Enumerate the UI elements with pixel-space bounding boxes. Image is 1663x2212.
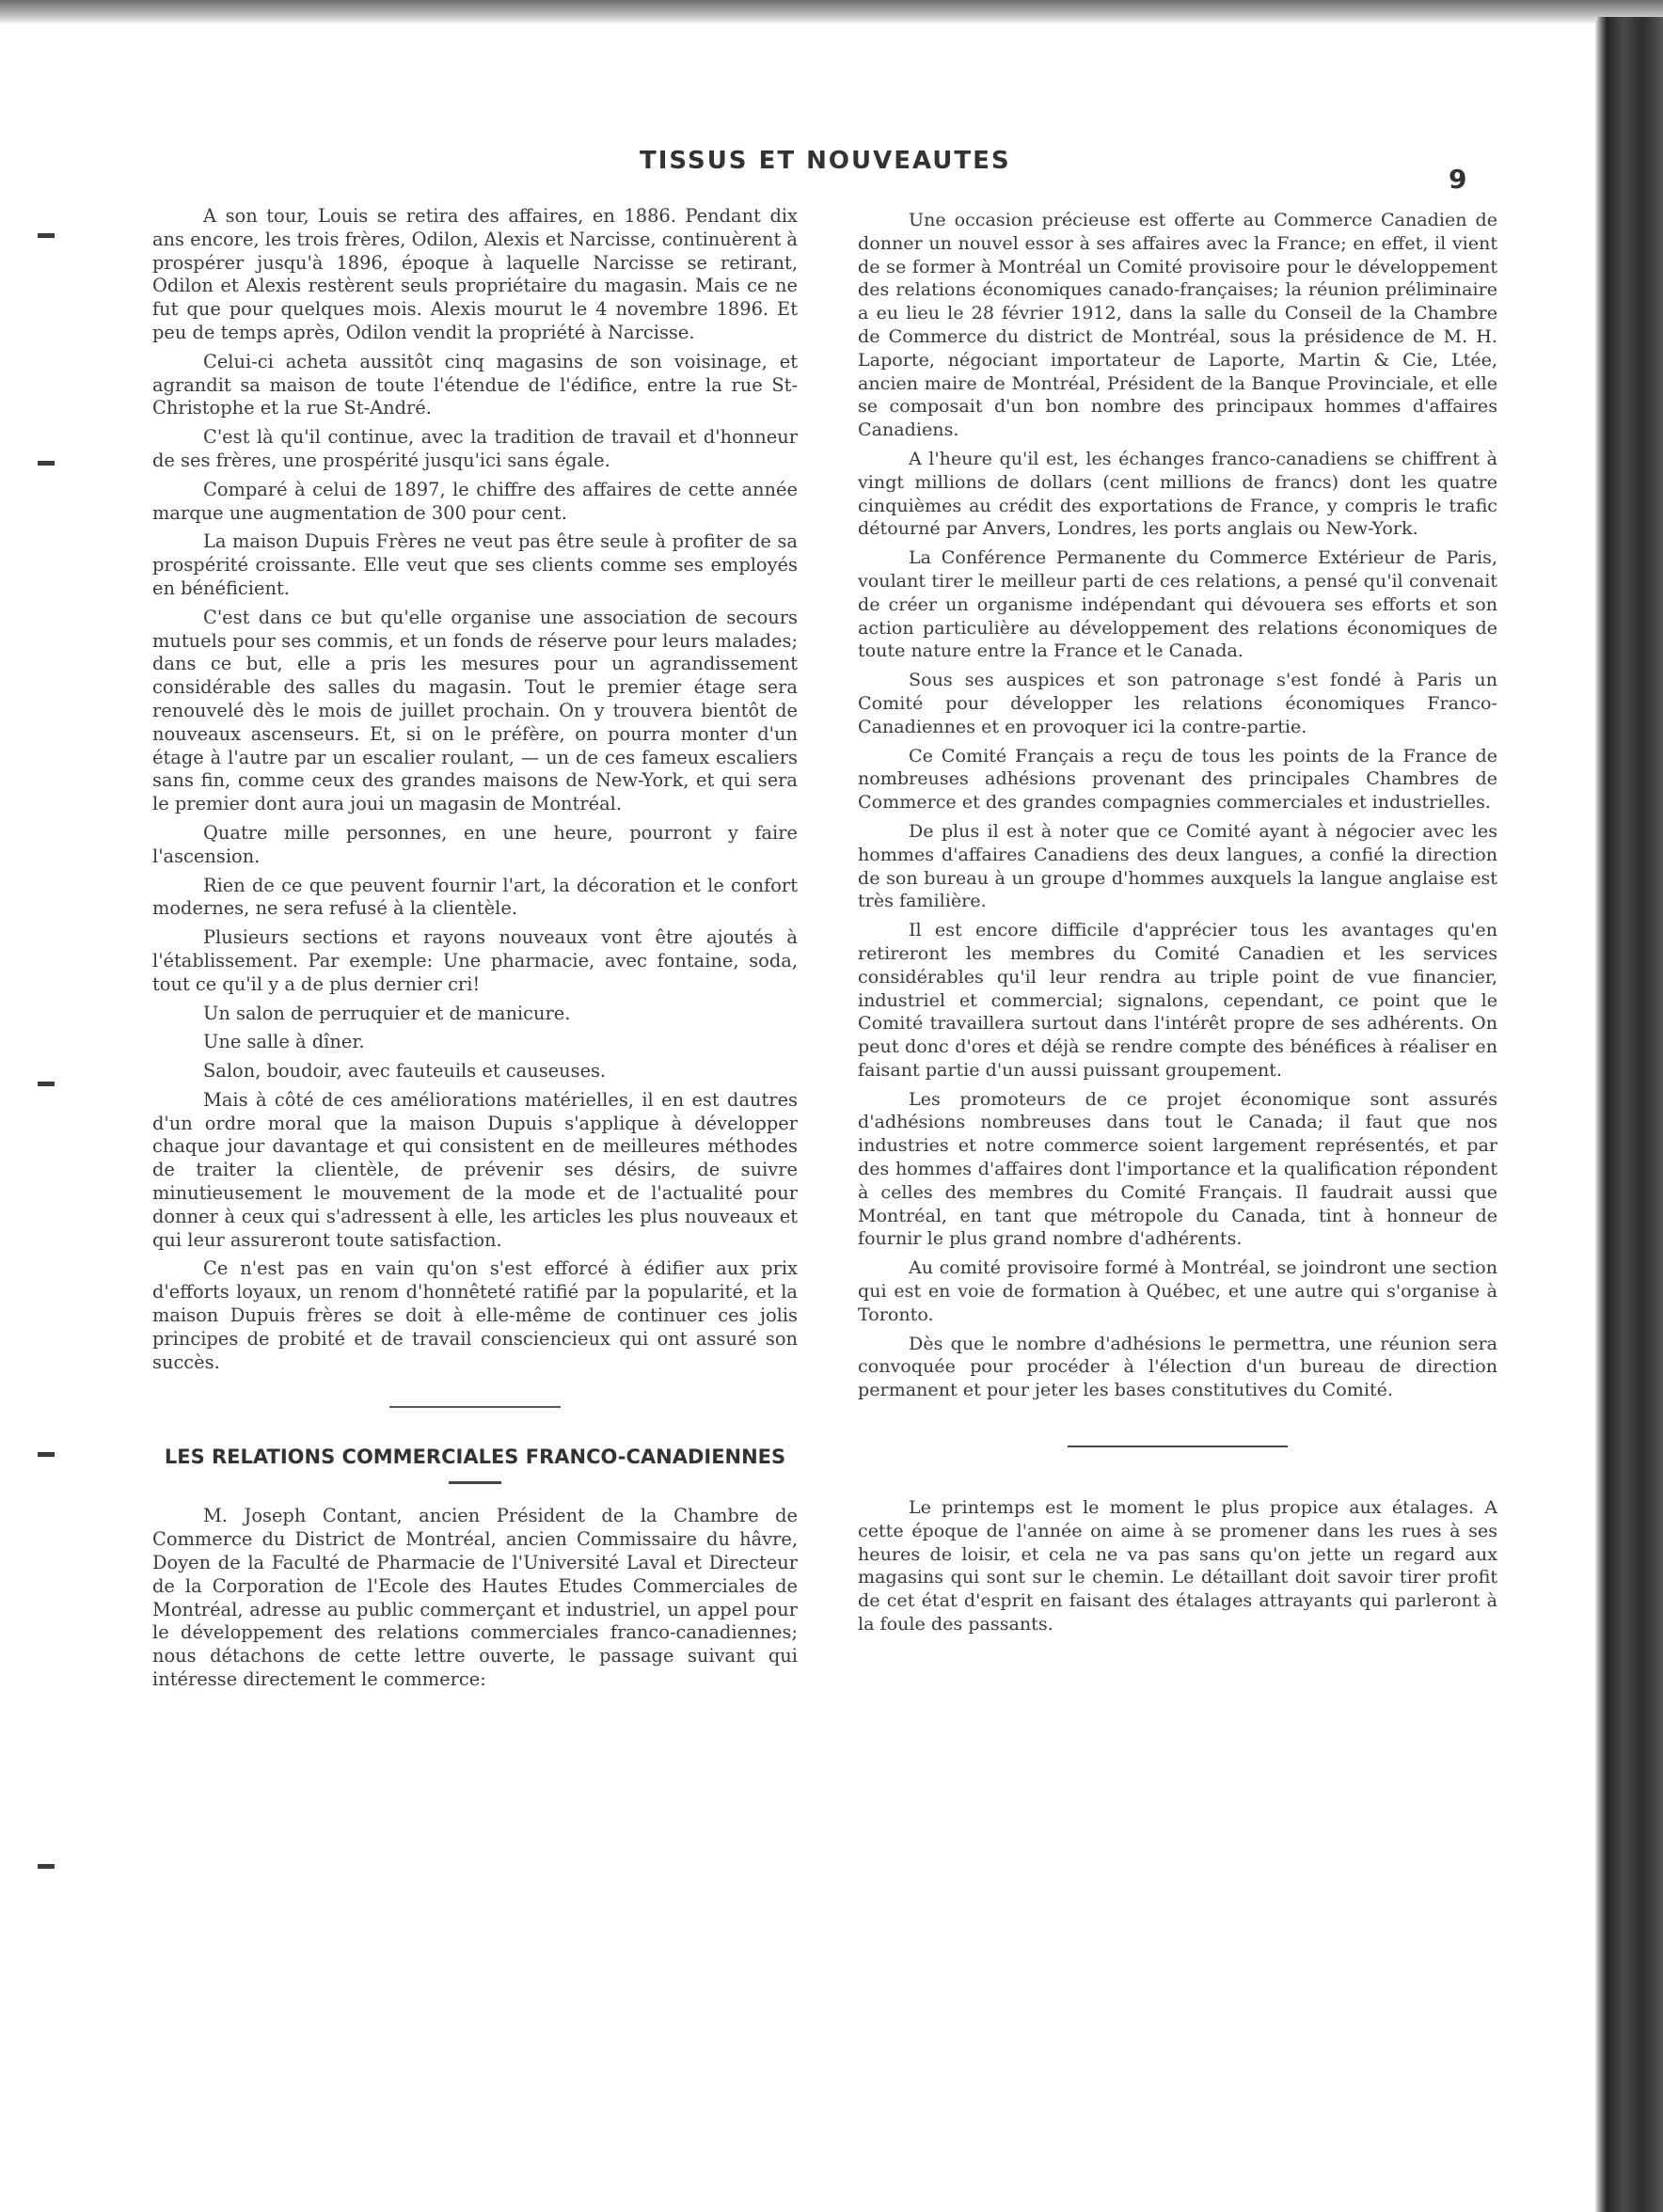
paragraph: A son tour, Louis se retira des affaires, en 1886. Pendant dix ans encore, les trois frères, Odilon, Alexis et Narcisse, continuèrent à prospérer jusqu'à 1896, époque à laquelle Narcisse se retirant, Odilon et Alexis restèrent seuls propriétaire du magasin. Mais ce ne fut que pour quelques mois. Alexis mourut le 4 novembre 1896. Et peu de temps après, Odilon vendit la propriété à Narcisse.: [152, 205, 798, 343]
paragraph: Au comité provisoire formé à Montréal, se joindront une section qui est en voie de formation à Québec, et une autre qui s'organise à Toronto.: [858, 1256, 1497, 1325]
paragraph: Ce Comité Français a reçu de tous les points de la France de nombreuses adhésions provenant des principales Chambres de Commerce et des grandes compagnies commerciales et industrielles.: [858, 744, 1497, 814]
margin-mark: [38, 1452, 55, 1457]
paragraph: Mais à côté de ces améliorations matérielles, il en est dautres d'un ordre moral que la maison Dupuis s'applique à développer chaque jour davantage et qui consistent en de meilleures méthodes de traiter la clientèle, de prévenir ses désirs, de suivre minutieusement le mouvement de la mode et de l'actualité pour donner à ceux qui s'adressent à elle, les articles les plus nouveaux et qui leur assureront toute satisfaction.: [152, 1088, 798, 1251]
section-title: LES RELATIONS COMMERCIALES FRANCO-CANADIENNES: [164, 1446, 786, 1469]
left-column: [152, 205, 798, 1698]
paragraph: C'est là qu'il continue, avec la tradition de travail et d'honneur de ses frères, une prospérité jusqu'ici sans égale.: [152, 426, 798, 471]
paragraph: Rien de ce que peuvent fournir l'art, la décoration et le confort modernes, ne sera refusé à la clientèle.: [152, 874, 798, 920]
paragraph: Un salon de perruquier et de manicure.: [203, 1002, 571, 1024]
scan-top-edge: [0, 0, 1663, 24]
right-column: [858, 209, 1497, 1642]
paragraph: Quatre mille personnes, en une heure, pourront y faire l'ascension.: [152, 821, 798, 867]
book-spine: [1595, 17, 1663, 2212]
page-number: 9: [1449, 164, 1467, 195]
margin-mark: [38, 1082, 55, 1086]
paragraph: Les promoteurs de ce projet économique sont assurés d'adhésions nombreuses dans tout le Canada; il faut que nos industries et notre commerce soient largement représentés, et par des hommes d'affaires dont l'importance et la qualification répondent à celles des membres du Comité Français. Il faudrait aussi que Montréal, en tant que métropole du Canada, tint à honneur de fournir le plus grand nombre d'adhérents.: [858, 1087, 1497, 1250]
paragraph: Une occasion précieuse est offerte au Commerce Canadien de donner un nouvel essor à ses affaires avec la France; en effet, il vient de se former à Montréal un Comité provisoire pour le développement des relations économiques canado-françaises; la réunion préliminaire a eu lieu le 28 février 1912, dans la salle du Conseil de la Chambre de Commerce du district de Montréal, sous la présidence de M. H. Laporte, négociant importateur de Laporte, Martin & Cie, Ltée, ancien maire de Montréal, Président de la Banque Provinciale, et elle se composait d'un bon nombre des principaux hommes d'affaires Canadiens.: [858, 209, 1497, 441]
section-divider: [1068, 1446, 1288, 1447]
paragraph: Il est encore difficile d'apprécier tous les avantages qu'en retireront les membres du Comité Canadien et les services considérables qu'il leur rendra au triple point de vue financier, industriel et commercial; signalons, cependant, ce point que le Comité travaillera surtout dans l'intérêt propre de ses adhérents. On peut donc d'ores et déjà se rendre compte des bénéfices à réaliser en faisant partie d'un aussi puissant groupement.: [858, 919, 1497, 1081]
section-divider: [389, 1406, 561, 1408]
paragraph: La maison Dupuis Frères ne veut pas être seule à profiter de sa prospérité croissante. Elle veut que ses clients comme ses employés en bénéficient.: [152, 530, 798, 599]
paragraph: C'est dans ce but qu'elle organise une association de secours mutuels pour ses commis, et un fonds de réserve pour leurs malades; dans ce but, elle a pris les mesures pour un agrandissement considérable des salles du magasin. Tout le premier étage sera renouvelé dès le mois de juillet prochain. On y trouvera bientôt de nouveaux ascenseurs. Et, si on le préfère, on pourra monter d'un étage à l'autre par un escalier roulant, — un de ces fameux escaliers sans fin, comme ceux des grandes maisons de New-York, et qui sera le premier dont aura joui un magasin de Montréal.: [152, 606, 798, 815]
paragraph: A l'heure qu'il est, les échanges franco-canadiens se chiffrent à vingt millions de dollars (cent millions de francs) dont les quatre cinquièmes au crédit des exportations de France, y compris le trafic détourné par Anvers, Londres, les ports anglais ou New-York.: [858, 447, 1497, 540]
paragraph: Une salle à dîner.: [203, 1031, 365, 1053]
margin-mark: [38, 461, 55, 466]
paragraph: M. Joseph Contant, ancien Président de la Chambre de Commerce du District de Montréal, ancien Commissaire du hâvre, Doyen de la Faculté de Pharmacie de l'Université Laval et Directeur de la Corporation de l'Ecole des Hautes Etudes Commerciales de Montréal, adresse au public commerçant et industriel, un appel pour le développement des relations commerciales franco-canadiennes; nous détachons de cette lettre ouverte, le passage suivant qui intéresse directement le commerce:: [152, 1505, 798, 1691]
paragraph: Comparé à celui de 1897, le chiffre des affaires de cette année marque une augmentation de 300 pour cent.: [152, 478, 798, 524]
margin-mark: [38, 1864, 55, 1869]
paragraph: Plusieurs sections et rayons nouveaux vont être ajoutés à l'établissement. Par exemple: Une pharmacie, avec fontaine, soda, tout ce qu'il y a de plus dernier cri!: [152, 926, 798, 995]
paragraph: La Conférence Permanente du Commerce Extérieur de Paris, voulant tirer le meilleur parti de ces relations, a pensé qu'il convenait de créer un organisme indépendant qui dévouera ses efforts et son action particulière au développement des relations économiques de toute nature entre la France et le Canada.: [858, 546, 1497, 662]
paragraph: Sous ses auspices et son patronage s'est fondé à Paris un Comité pour développer les relations économiques Franco-Canadiennes et en provoquer ici la contre-partie.: [858, 669, 1497, 737]
closing-paragraph: Le printemps est le moment le plus propice aux étalages. A cette époque de l'année on aime à se promener dans les rues à ses heures de loisir, et cela ne va pas sans qu'on jette un regard aux magasins qui sont sur le chemin. Le détaillant doit savoir tirer profit de cet état d'esprit en faisant des étalages attrayants qui parleront à la foule des passants.: [858, 1496, 1497, 1635]
paragraph: De plus il est à noter que ce Comité ayant à négocier avec les hommes d'affaires Canadiens des deux langues, a confié la direction de son bureau à un groupe d'hommes auxquels la langue anglaise est très familière.: [858, 819, 1497, 912]
paragraph: Dès que le nombre d'adhésions le permettra, une réunion sera convoquée pour procéder à l'élection d'un bureau de direction permanent et pour jeter les bases constitutives du Comité.: [858, 1332, 1497, 1401]
title-rule: [449, 1481, 501, 1484]
running-header: TISSUS ET NOUVEAUTES: [640, 147, 1011, 175]
paragraph: Salon, boudoir, avec fauteuils et causeuses.: [203, 1060, 607, 1082]
paragraph: Ce n'est pas en vain qu'on s'est efforcé à édifier aux prix d'efforts loyaux, un renom d'honnêteté ratifié par la popularité, et la maison Dupuis frères se doit à elle-même de continuer ces jolis principes de probité et de travail consciencieux qui ont assuré son succès.: [152, 1257, 798, 1373]
margin-mark: [38, 233, 55, 238]
paragraph: Celui-ci acheta aussitôt cinq magasins de son voisinage, et agrandit sa maison de toute l'étendue de l'édifice, entre la rue St-Christophe et la rue St-André.: [152, 350, 798, 419]
